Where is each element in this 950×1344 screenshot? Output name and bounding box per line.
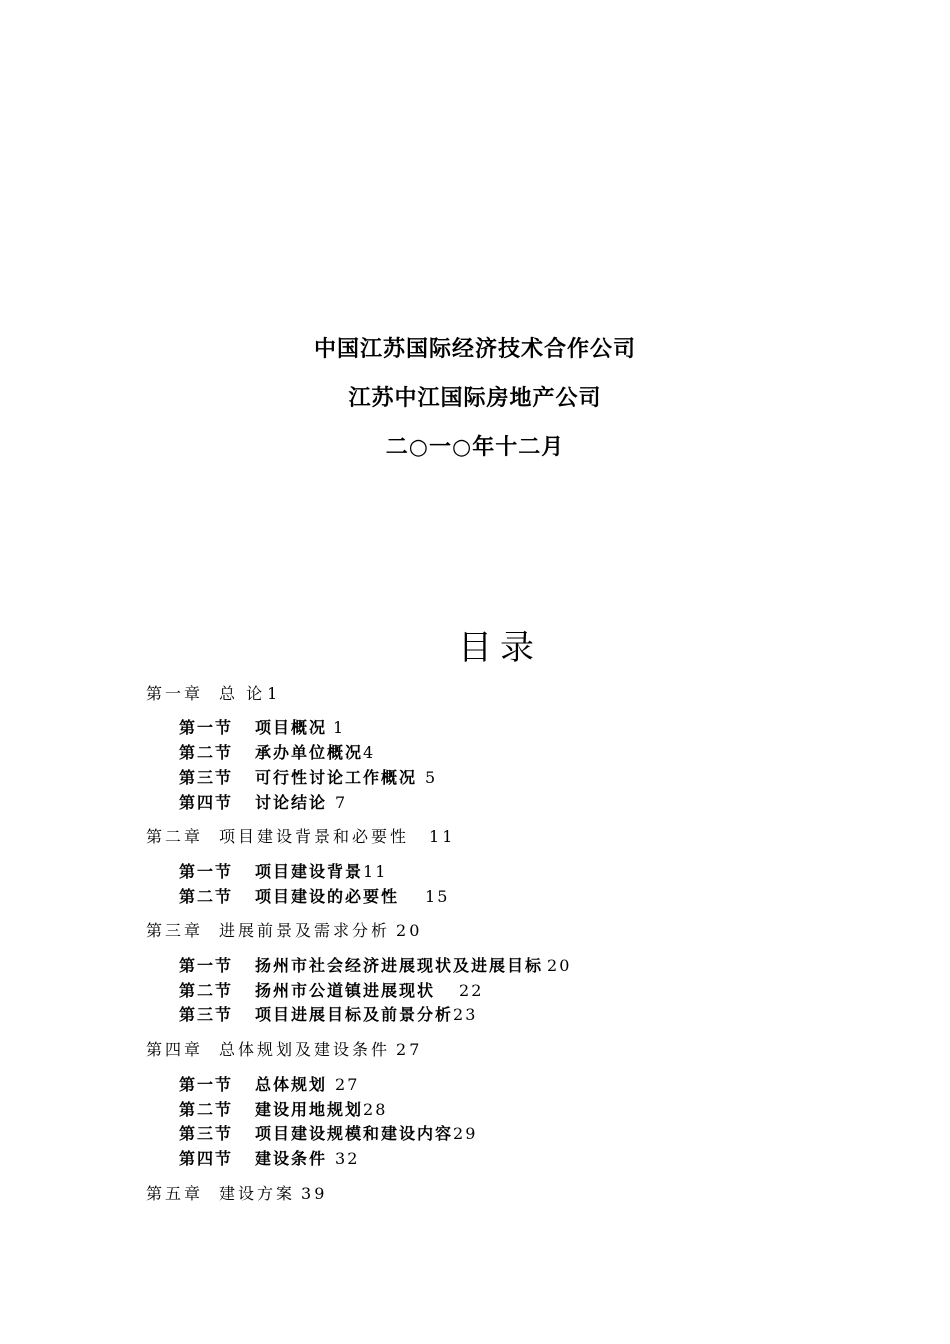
section-page: 15 xyxy=(425,887,450,906)
section-number: 第三节 xyxy=(179,768,234,787)
cover-organization-primary: 中国江苏国际经济技术合作公司 xyxy=(313,337,636,362)
toc-section-4-1[interactable] xyxy=(179,1074,359,1096)
chapter-number: 第四章 xyxy=(146,1040,204,1059)
section-page: 32 xyxy=(335,1149,360,1168)
section-title: 承办单位概况 xyxy=(255,743,364,762)
toc-section-4-3[interactable] xyxy=(179,1123,477,1145)
section-number: 第二节 xyxy=(179,1100,234,1119)
toc-title: 目录 xyxy=(458,628,542,668)
section-number: 第四节 xyxy=(179,793,234,812)
toc-section-3-1[interactable] xyxy=(179,955,571,977)
section-number: 第三节 xyxy=(179,1124,234,1143)
chapter-page: 20 xyxy=(396,921,423,940)
toc-chapter-4[interactable] xyxy=(146,1039,422,1061)
chapter-page: 39 xyxy=(301,1184,328,1203)
chapter-title: 项目建设背景和必要性 xyxy=(219,827,410,846)
chapter-title: 总体规划及建设条件 xyxy=(219,1040,391,1059)
section-title: 建设用地规划 xyxy=(255,1100,364,1119)
section-page: 23 xyxy=(453,1005,478,1024)
toc-section-3-3[interactable] xyxy=(179,1004,477,1026)
chapter-number: 第三章 xyxy=(146,921,204,940)
toc-chapter-1[interactable] xyxy=(146,683,280,705)
chapter-title: 总 论 xyxy=(219,684,266,703)
chapter-number: 第五章 xyxy=(146,1184,204,1203)
section-page: 20 xyxy=(547,956,572,975)
section-page: 29 xyxy=(453,1124,478,1143)
section-page: 5 xyxy=(425,768,438,787)
toc-section-4-2[interactable] xyxy=(179,1099,387,1121)
toc-section-3-2[interactable] xyxy=(179,980,483,1002)
section-number: 第二节 xyxy=(179,887,234,906)
cover-date: 二○一○年十二月 xyxy=(385,435,565,460)
section-number: 第四节 xyxy=(179,1149,234,1168)
section-number: 第一节 xyxy=(179,718,234,737)
toc-section-2-2[interactable] xyxy=(179,886,449,908)
section-page: 22 xyxy=(459,981,484,1000)
toc-section-1-2[interactable] xyxy=(179,742,375,764)
section-title: 扬州市社会经济进展现状及进展目标 xyxy=(255,956,544,975)
section-number: 第三节 xyxy=(179,1005,234,1024)
toc-chapter-2[interactable] xyxy=(146,826,455,848)
section-page: 7 xyxy=(335,793,348,812)
chapter-page: 11 xyxy=(429,827,456,846)
section-title: 可行性讨论工作概况 xyxy=(255,768,418,787)
section-number: 第二节 xyxy=(179,743,234,762)
chapter-number: 第二章 xyxy=(146,827,204,846)
section-title: 项目建设规模和建设内容 xyxy=(255,1124,454,1143)
section-title: 项目概况 xyxy=(255,718,328,737)
section-title: 讨论结论 xyxy=(255,793,328,812)
section-title: 建设条件 xyxy=(255,1149,328,1168)
toc-section-2-1[interactable] xyxy=(179,861,387,883)
section-number: 第一节 xyxy=(179,862,234,881)
section-number: 第二节 xyxy=(179,981,234,1000)
section-number: 第一节 xyxy=(179,1075,234,1094)
section-page: 28 xyxy=(363,1100,388,1119)
section-page: 4 xyxy=(363,743,376,762)
toc-chapter-5[interactable] xyxy=(146,1183,327,1205)
section-title: 扬州市公道镇进展现状 xyxy=(255,981,436,1000)
chapter-title: 进展前景及需求分析 xyxy=(219,921,391,940)
chapter-title: 建设方案 xyxy=(219,1184,296,1203)
toc-chapter-3[interactable] xyxy=(146,920,422,942)
cover-organization-secondary: 江苏中江国际房地产公司 xyxy=(348,386,602,411)
section-page: 1 xyxy=(333,718,346,737)
toc-section-1-1[interactable] xyxy=(179,717,345,739)
section-title: 总体规划 xyxy=(255,1075,328,1094)
section-title: 项目进展目标及前景分析 xyxy=(255,1005,454,1024)
toc-section-1-3[interactable] xyxy=(179,767,437,789)
section-title: 项目建设背景 xyxy=(255,862,364,881)
section-title: 项目建设的必要性 xyxy=(255,887,400,906)
toc-section-4-4[interactable] xyxy=(179,1148,359,1170)
toc-section-1-4[interactable] xyxy=(179,792,347,814)
chapter-page: 27 xyxy=(396,1040,423,1059)
section-page: 27 xyxy=(335,1075,360,1094)
section-page: 11 xyxy=(363,862,388,881)
chapter-page: 1 xyxy=(267,684,281,703)
chapter-number: 第一章 xyxy=(146,684,204,703)
section-number: 第一节 xyxy=(179,956,234,975)
